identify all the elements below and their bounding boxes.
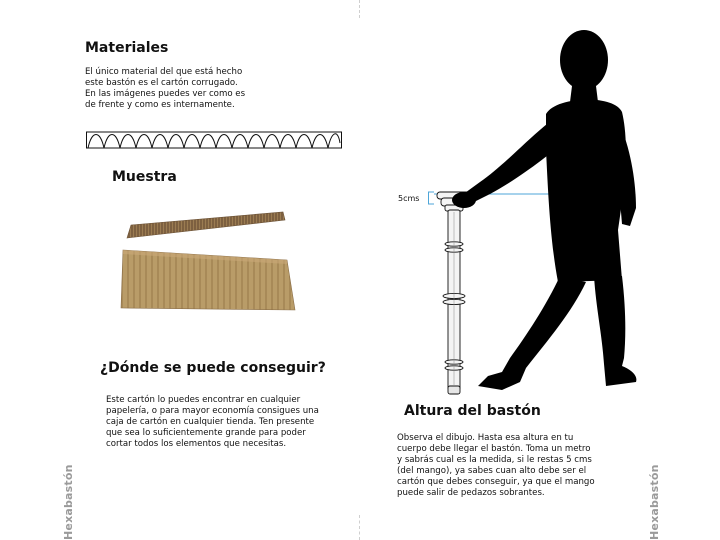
cardboard-sample-image [115,210,305,320]
brand-logo-left [60,464,76,540]
altura-line-5: cartón que debes conseguir, ya que el mango [397,477,595,487]
donde-line-5: cortar todos los elementos que necesitas. [106,439,287,449]
materiales-line-3: En las imágenes puedes ver como es [85,89,246,99]
brand-logo-right [646,464,662,540]
measure-label: 5cms [398,194,420,203]
materiales-line-2: este bastón es el cartón corrugado. [85,78,238,88]
materiales-text [85,67,285,111]
materiales-title: Materiales [85,40,169,56]
donde-title: ¿Dónde se puede conseguir? [100,360,326,376]
altura-title: Altura del bastón [404,403,541,419]
corrugated-cross-section [86,131,342,149]
altura-line-1: Observa el dibujo. Hasta esa altura en tu [397,433,574,443]
altura-text [397,433,629,499]
brand-text-right: Hexabastón [648,464,661,540]
materiales-line-1: El único material del que está hecho [85,67,243,77]
person-silhouette [446,20,646,400]
donde-line-3: caja de cartón en cualquier tienda. Ten presente [106,417,315,427]
donde-line-4: que sea lo suficientemente grande para poder [106,428,306,438]
donde-text [106,395,336,450]
materiales-line-4: de frente y como es internamente. [85,100,235,110]
altura-line-3: y sabrás cual es la medida, si le restas 5 cms [397,455,592,465]
altura-line-2: cuerpo debe llegar el bastón. Toma un metro [397,444,591,454]
donde-line-2: papelería, o para mayor economía consigues una [106,406,319,416]
brand-text-left: Hexabastón [62,464,75,540]
right-page [360,0,720,540]
donde-line-1: Este cartón lo puedes encontrar en cualquier [106,395,301,405]
altura-line-4: (del mango), ya sabes cuan alto debe ser el [397,466,587,476]
altura-line-6: puede salir de pedazos sobrantes. [397,488,545,498]
muestra-title: Muestra [112,169,177,185]
